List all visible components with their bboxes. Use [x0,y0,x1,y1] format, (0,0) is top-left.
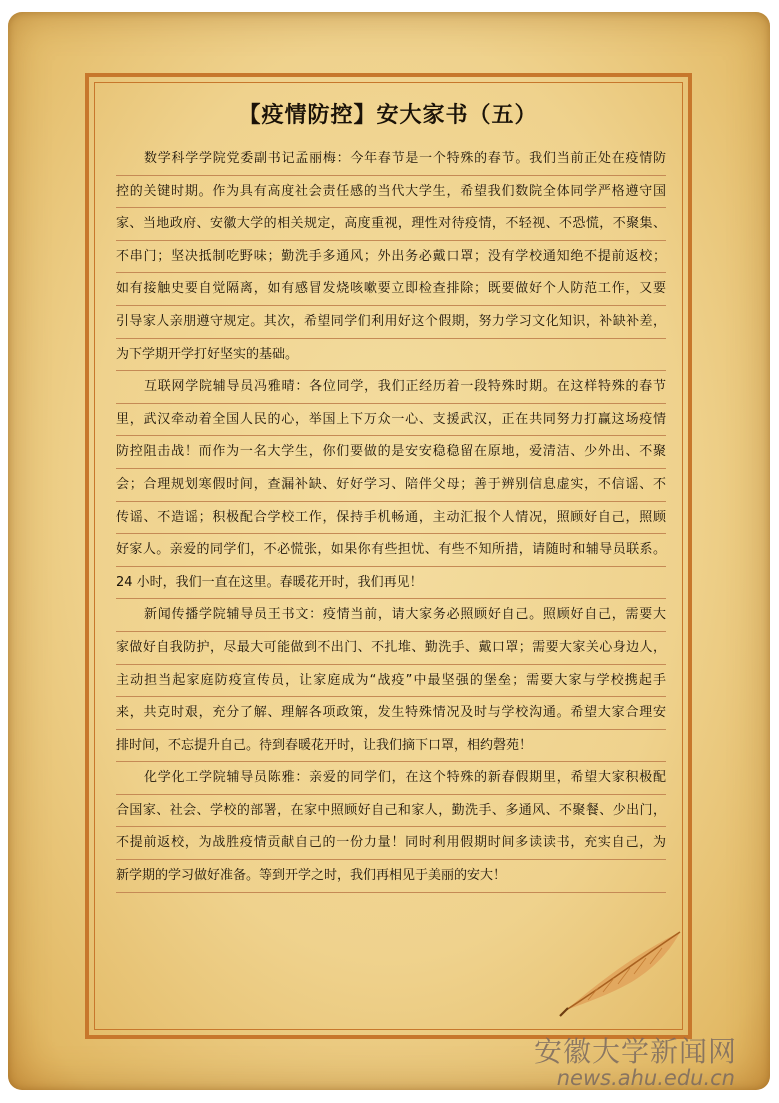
text-line: 化学化工学院辅导员陈雅：亲爱的同学们，在这个特殊的新春假期里，希望大家积极配 [116,762,666,795]
text-line: 家做好自我防护，尽最大可能做到不出门、不扎堆、勤洗手、戴口罩；需要大家关心身边人， [116,632,666,665]
text-line: 数学科学学院党委副书记孟丽梅：今年春节是一个特殊的春节。我们当前正处在疫情防 [116,143,666,176]
text-line: 不串门；坚决抵制吃野味；勤洗手多通风；外出务必戴口罩；没有学校通知绝不提前返校； [116,241,666,274]
text-line: 排时间，不忘提升自己。待到春暖花开时，让我们摘下口罩，相约磬苑！ [116,730,666,763]
text-line: 会；合理规划寒假时间，查漏补缺、好好学习、陪伴父母；善于辨别信息虚实，不信谣、不 [116,469,666,502]
text-line: 新闻传播学院辅导员王书文：疫情当前，请大家务必照顾好自己。照顾好自己，需要大 [116,599,666,632]
page-title: 【疫情防控】安大家书（五） [238,103,538,128]
text-line: 如有接触史要自觉隔离，如有感冒发烧咳嗽要立即检查排除；既要做好个人防范工作，又要 [116,273,666,306]
text-line: 24 小时，我们一直在这里。春暖花开时，我们再见！ [116,567,666,600]
text-line: 合国家、社会、学校的部署，在家中照顾好自己和家人，勤洗手、多通风、不聚餐、少出门， [116,795,666,828]
letter-body [116,143,666,893]
text-line: 好家人。亲爱的同学们，不必慌张，如果你有些担忧、有些不知所措，请随时和辅导员联系。 [116,534,666,567]
text-line: 来，共克时艰，充分了解、理解各项政策，发生特殊情况及时与学校沟通。希望大家合理安 [116,697,666,730]
text-line: 互联网学院辅导员冯雅晴：各位同学，我们正经历着一段特殊时期。在这样特殊的春节 [116,371,666,404]
quill-feather-icon [558,928,688,1018]
text-line: 主动担当起家庭防疫宣传员，让家庭成为“战疫”中最坚强的堡垒；需要大家与学校携起手 [116,665,666,698]
text-line: 引导家人亲朋遵守规定。其次，希望同学们利用好这个假期，努力学习文化知识，补缺补差， [116,306,666,339]
text-line: 里，武汉牵动着全国人民的心，举国上下万众一心、支援武汉，正在共同努力打赢这场疫情 [116,404,666,437]
text-line: 不提前返校，为战胜疫情贡献自己的一份力量！同时利用假期时间多读读书，充实自己，为 [116,827,666,860]
text-line: 为下学期开学打好坚实的基础。 [116,339,666,372]
site-watermark-url: news.ahu.edu.cn [556,1066,735,1090]
text-line: 家、当地政府、安徽大学的相关规定，高度重视，理性对待疫情，不轻视、不恐慌，不聚集、 [116,208,666,241]
text-line: 新学期的学习做好准备。等到开学之时，我们再相见于美丽的安大！ [116,860,666,893]
site-watermark-name: 安徽大学新闻网 [533,1035,737,1068]
text-line: 控的关键时期。作为具有高度社会责任感的当代大学生，希望我们数院全体同学严格遵守国 [116,176,666,209]
text-line: 防控阻击战！而作为一名大学生，你们要做的是安安稳稳留在原地，爱清洁、少外出、不聚 [116,436,666,469]
text-line: 传谣、不造谣；积极配合学校工作，保持手机畅通，主动汇报个人情况，照顾好自己，照顾 [116,502,666,535]
